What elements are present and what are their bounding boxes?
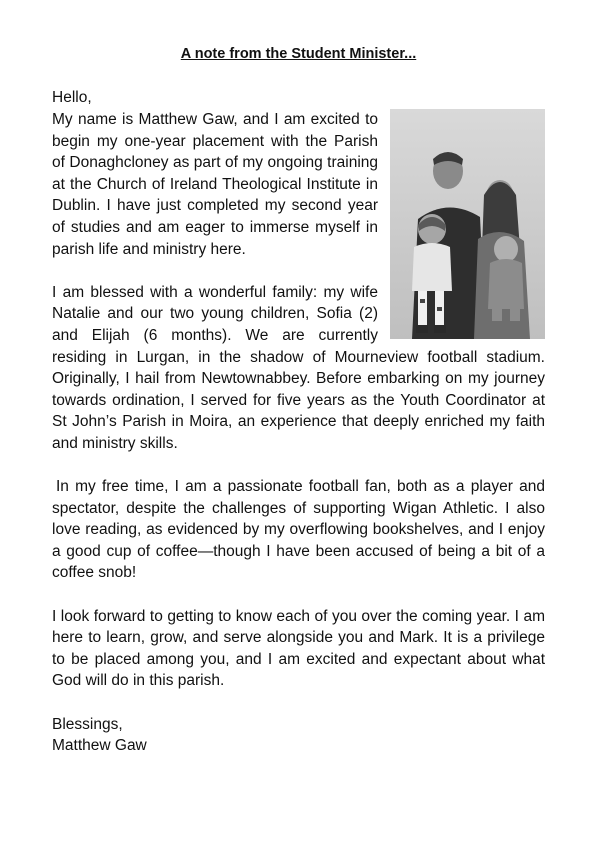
letter-body bbox=[52, 87, 545, 756]
paragraph-hobbies: In my free time, I am a passionate football fan, both as a player and spectator, despite the challenges of supporting Wigan Athletic. I also love reading, as evidenced by my overflowing bookshelves, and I enjoy a good cup of coffee—though I have been accused of being a bit of a coffee snob! bbox=[52, 478, 545, 582]
paragraph-closing: I look forward to getting to know each of you over the coming year. I am here to learn, grow, and serve alongside you and Mark. It is a privilege to be placed among you, and I am excited and expectant about what God will do in this parish. bbox=[52, 607, 545, 690]
paragraph-family: I am blessed with a wonderful family: my wife Natalie and our two young children, Sofia (2) and Elijah (6 months). We are currently residing in Lurgan, in the shadow of Mourneview football stadium. Originally, I hail from Newtownabbey. Before embarking on my journey towards ordination, I served for five years as the Youth Coordinator at St John’s Parish in Moira, an experience that deeply enriched my faith and ministry skills. bbox=[52, 283, 545, 452]
signature-name: Matthew Gaw bbox=[52, 737, 147, 755]
signoff bbox=[52, 714, 545, 757]
paragraph-intro: My name is Matthew Gaw, and I am excited to begin my one-year placement with the Parish of Donaghcloney as part of my ongoing training at the Church of Ireland Theological Institute in Dublin. I have just completed my second year of studies and am eager to immerse myself in parish life and ministry here. bbox=[52, 110, 378, 258]
family-photo bbox=[390, 109, 545, 339]
closing-salutation: Blessings, bbox=[52, 715, 123, 733]
family-photo-illustration bbox=[390, 109, 545, 339]
greeting: Hello, bbox=[52, 89, 92, 107]
letter-title: A note from the Student Minister... bbox=[180, 46, 417, 62]
letter-page bbox=[52, 46, 545, 806]
